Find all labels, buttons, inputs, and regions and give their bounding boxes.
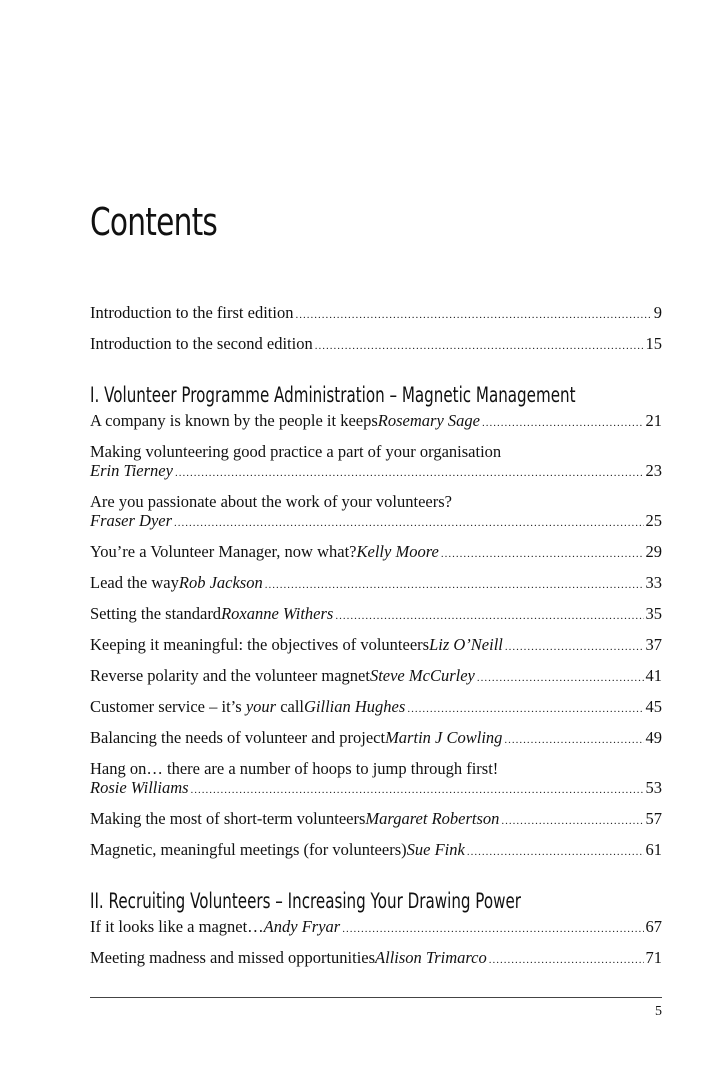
entry-title: Keeping it meaningful: the objectives of volunteers xyxy=(90,635,430,654)
section-1 xyxy=(90,382,662,862)
section-heading: I. Volunteer Programme Administration – Magnetic Management xyxy=(90,383,576,407)
toc-entry[interactable] xyxy=(90,840,662,862)
entry-title: Making the most of short-term volunteers xyxy=(90,809,366,828)
entry-title: Magnetic, meaningful meetings (for volunteers) xyxy=(90,840,407,859)
toc-entry[interactable] xyxy=(90,728,662,750)
entry-page: 33 xyxy=(645,573,662,592)
entry-line2 xyxy=(90,778,662,800)
entry-author: Allison Trimarco xyxy=(375,948,487,967)
entry-line2 xyxy=(90,511,662,533)
entry-page: 9 xyxy=(653,303,662,322)
entry-author: Liz O’Neill xyxy=(429,635,503,654)
entry-page: 35 xyxy=(645,604,662,623)
intro-list xyxy=(90,303,662,356)
toc-entry[interactable] xyxy=(90,666,662,688)
toc-entry[interactable] xyxy=(90,697,662,719)
entry-title: A company is known by the people it keeps xyxy=(90,411,378,430)
toc-entry[interactable] xyxy=(90,809,662,831)
entry-author: Steve McCurley xyxy=(369,666,475,685)
entry-author: Gillian Hughes xyxy=(304,697,406,716)
section-2 xyxy=(90,888,662,970)
entry-title: Reverse polarity and the volunteer magnet xyxy=(90,666,370,685)
entry-title: Introduction to the first edition xyxy=(90,303,294,322)
entry-title: Lead the way xyxy=(90,573,179,592)
entry-author: Andy Fryar xyxy=(263,917,341,936)
dot-leader xyxy=(335,607,643,626)
entry-page: 21 xyxy=(645,411,662,430)
entry-author: Rosie Williams xyxy=(90,778,189,797)
toc-entry[interactable] xyxy=(90,542,662,564)
entry-line2 xyxy=(90,461,662,483)
entry-title: You’re a Volunteer Manager, now what? xyxy=(90,542,357,561)
entry-page: 45 xyxy=(645,697,662,716)
entry-title: If it looks like a magnet… xyxy=(90,917,264,936)
dot-leader xyxy=(467,843,644,862)
entry-page: 49 xyxy=(645,728,662,747)
entry-page: 71 xyxy=(645,948,662,967)
entry-author: Fraser Dyer xyxy=(90,511,173,530)
toc-entry[interactable] xyxy=(90,573,662,595)
dot-leader xyxy=(504,731,643,750)
toc-entry[interactable] xyxy=(90,604,662,626)
entry-title: Setting the standard xyxy=(90,604,222,623)
entry-author: Martin J Cowling xyxy=(385,728,503,747)
toc-entry[interactable] xyxy=(90,492,662,533)
entry-page: 57 xyxy=(645,809,662,828)
dot-leader xyxy=(342,920,643,939)
dot-leader xyxy=(489,951,644,970)
toc-entry[interactable] xyxy=(90,442,662,483)
entry-title: Balancing the needs of volunteer and project xyxy=(90,728,386,747)
entry-author: Kelly Moore xyxy=(356,542,439,561)
toc-entry[interactable] xyxy=(90,948,662,970)
entry-title-part: call xyxy=(276,697,305,716)
entry-author: Roxanne Withers xyxy=(221,604,334,623)
entry-title: Making volunteering good practice a part of your organisation xyxy=(90,442,502,461)
dot-leader xyxy=(315,337,644,356)
toc-entry[interactable] xyxy=(90,411,662,433)
dot-leader xyxy=(191,781,644,800)
dot-leader xyxy=(441,545,644,564)
dot-leader xyxy=(505,638,644,657)
dot-leader xyxy=(295,306,651,325)
dot-leader xyxy=(477,669,644,688)
table-of-contents xyxy=(90,303,662,979)
entry-title: Are you passionate about the work of your volunteers? xyxy=(90,492,452,511)
entry-page: 41 xyxy=(645,666,662,685)
entry-title: Meeting madness and missed opportunities xyxy=(90,948,376,967)
toc-entry[interactable] xyxy=(90,303,662,325)
toc-entry[interactable] xyxy=(90,759,662,800)
entry-title: Hang on… there are a number of hoops to jump through first! xyxy=(90,759,499,778)
entry-page: 53 xyxy=(645,778,662,797)
entry-author: Margaret Robertson xyxy=(365,809,500,828)
dot-leader xyxy=(265,576,644,595)
entry-author: Rob Jackson xyxy=(178,573,263,592)
entry-page: 61 xyxy=(645,840,662,859)
footer-rule xyxy=(90,997,662,998)
toc-entry[interactable] xyxy=(90,635,662,657)
dot-leader xyxy=(482,414,644,433)
entry-page: 15 xyxy=(645,334,662,353)
entry-title xyxy=(90,697,304,716)
entry-title-emphasis: your xyxy=(245,697,277,716)
page-title: Contents xyxy=(90,200,218,244)
dot-leader xyxy=(501,812,643,831)
entry-author: Rosemary Sage xyxy=(377,411,480,430)
entry-title: Introduction to the second edition xyxy=(90,334,313,353)
entry-page: 25 xyxy=(645,511,662,530)
toc-entry[interactable] xyxy=(90,334,662,356)
page-number: 5 xyxy=(655,1004,662,1019)
entry-page: 23 xyxy=(645,461,662,480)
entry-author: Erin Tierney xyxy=(90,461,173,480)
dot-leader xyxy=(175,464,644,483)
entry-page: 67 xyxy=(645,917,662,936)
toc-entry[interactable] xyxy=(90,917,662,939)
section-heading: II. Recruiting Volunteers – Increasing Your Drawing Power xyxy=(90,889,522,913)
entry-author: Sue Fink xyxy=(406,840,465,859)
entry-title-part: Customer service – it’s xyxy=(90,697,246,716)
entry-page: 37 xyxy=(645,635,662,654)
dot-leader xyxy=(174,514,643,533)
dot-leader xyxy=(407,700,643,719)
entry-page: 29 xyxy=(645,542,662,561)
